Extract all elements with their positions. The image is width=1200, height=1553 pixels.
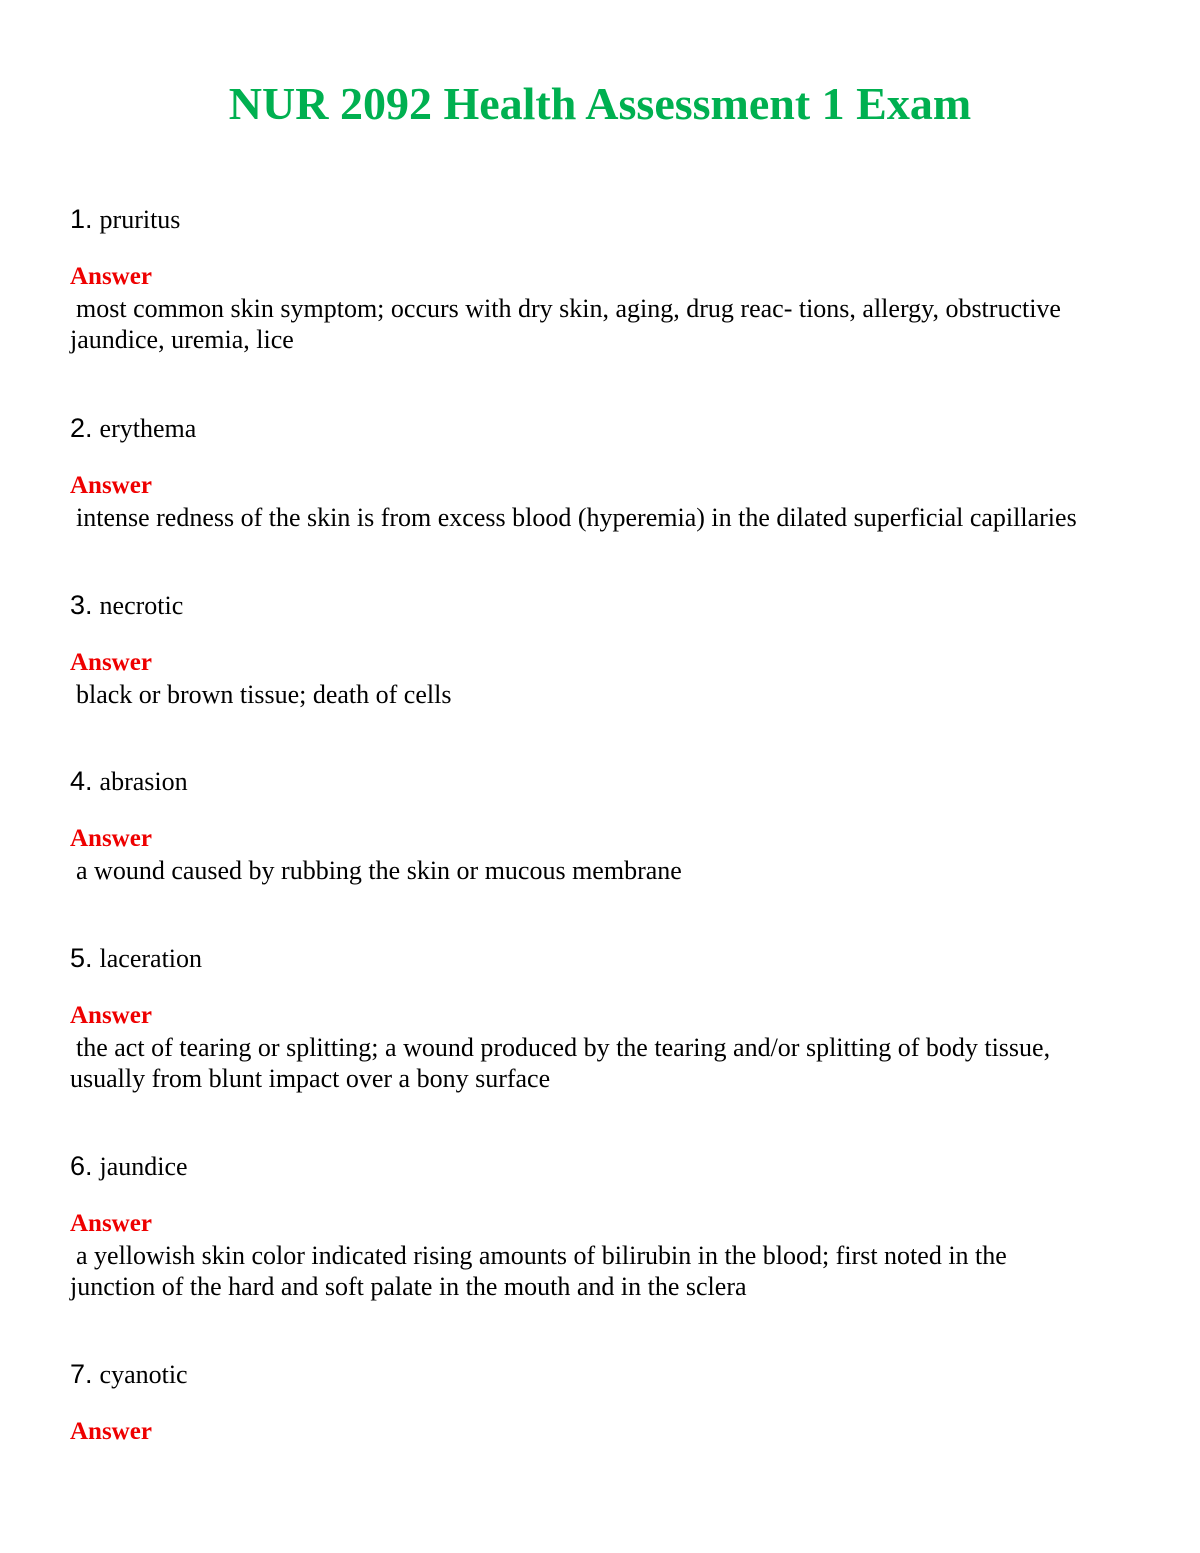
question-5 <box>70 941 1140 1094</box>
answer-label: Answer <box>70 263 152 290</box>
answer-label: Answer <box>70 825 152 852</box>
answer-label: Answer <box>70 649 152 676</box>
answer-label: Answer <box>70 1002 152 1029</box>
question-number: 2. <box>70 413 93 443</box>
question-term: pruritus <box>99 205 181 234</box>
question-7 <box>70 1357 1140 1447</box>
question-number: 3. <box>70 590 93 620</box>
question-term: jaundice <box>99 1152 188 1181</box>
answer-text <box>70 679 1140 710</box>
question-term: abrasion <box>99 767 188 796</box>
question-4 <box>70 764 1140 886</box>
answer-line: black or brown tissue; death of cells <box>76 680 452 709</box>
question-3 <box>70 588 1140 710</box>
answer-text <box>70 1032 1140 1094</box>
question-number: 1. <box>70 204 93 234</box>
question-term: laceration <box>99 944 203 973</box>
question-number: 5. <box>70 943 93 973</box>
answer-line: jaundice, uremia, lice <box>70 325 294 354</box>
page-title: NUR 2092 Health Assessment 1 Exam <box>228 78 972 129</box>
answer-label: Answer <box>70 472 152 499</box>
question-2 <box>70 411 1140 533</box>
question-term: erythema <box>99 414 197 443</box>
question-number: 4. <box>70 766 93 796</box>
answer-line: usually from blunt impact over a bony surface <box>70 1064 551 1093</box>
question-number: 6. <box>70 1151 93 1181</box>
question-term: necrotic <box>99 591 184 620</box>
answer-label: Answer <box>70 1210 152 1237</box>
question-term: cyanotic <box>99 1360 188 1389</box>
answer-line: most common skin symptom; occurs with dry skin, aging, drug reac- tions, allergy, obstructive <box>76 294 1061 323</box>
question-number: 7. <box>70 1359 93 1389</box>
answer-line: junction of the hard and soft palate in the mouth and in the sclera <box>70 1272 747 1301</box>
answer-line: a wound caused by rubbing the skin or mucous membrane <box>76 856 682 885</box>
answer-line: the act of tearing or splitting; a wound produced by the tearing and/or splitting of body tissue, <box>76 1033 1051 1062</box>
question-1 <box>70 202 1140 355</box>
question-6 <box>70 1149 1140 1302</box>
answer-text <box>70 502 1140 533</box>
answer-text <box>70 293 1140 355</box>
answer-line: a yellowish skin color indicated rising amounts of bilirubin in the blood; first noted in the <box>76 1241 1007 1270</box>
answer-text <box>70 1240 1140 1302</box>
answer-line: intense redness of the skin is from excess blood (hyperemia) in the dilated superficial capillaries <box>76 503 1077 532</box>
answer-text <box>70 855 1140 886</box>
answer-label: Answer <box>70 1418 152 1445</box>
